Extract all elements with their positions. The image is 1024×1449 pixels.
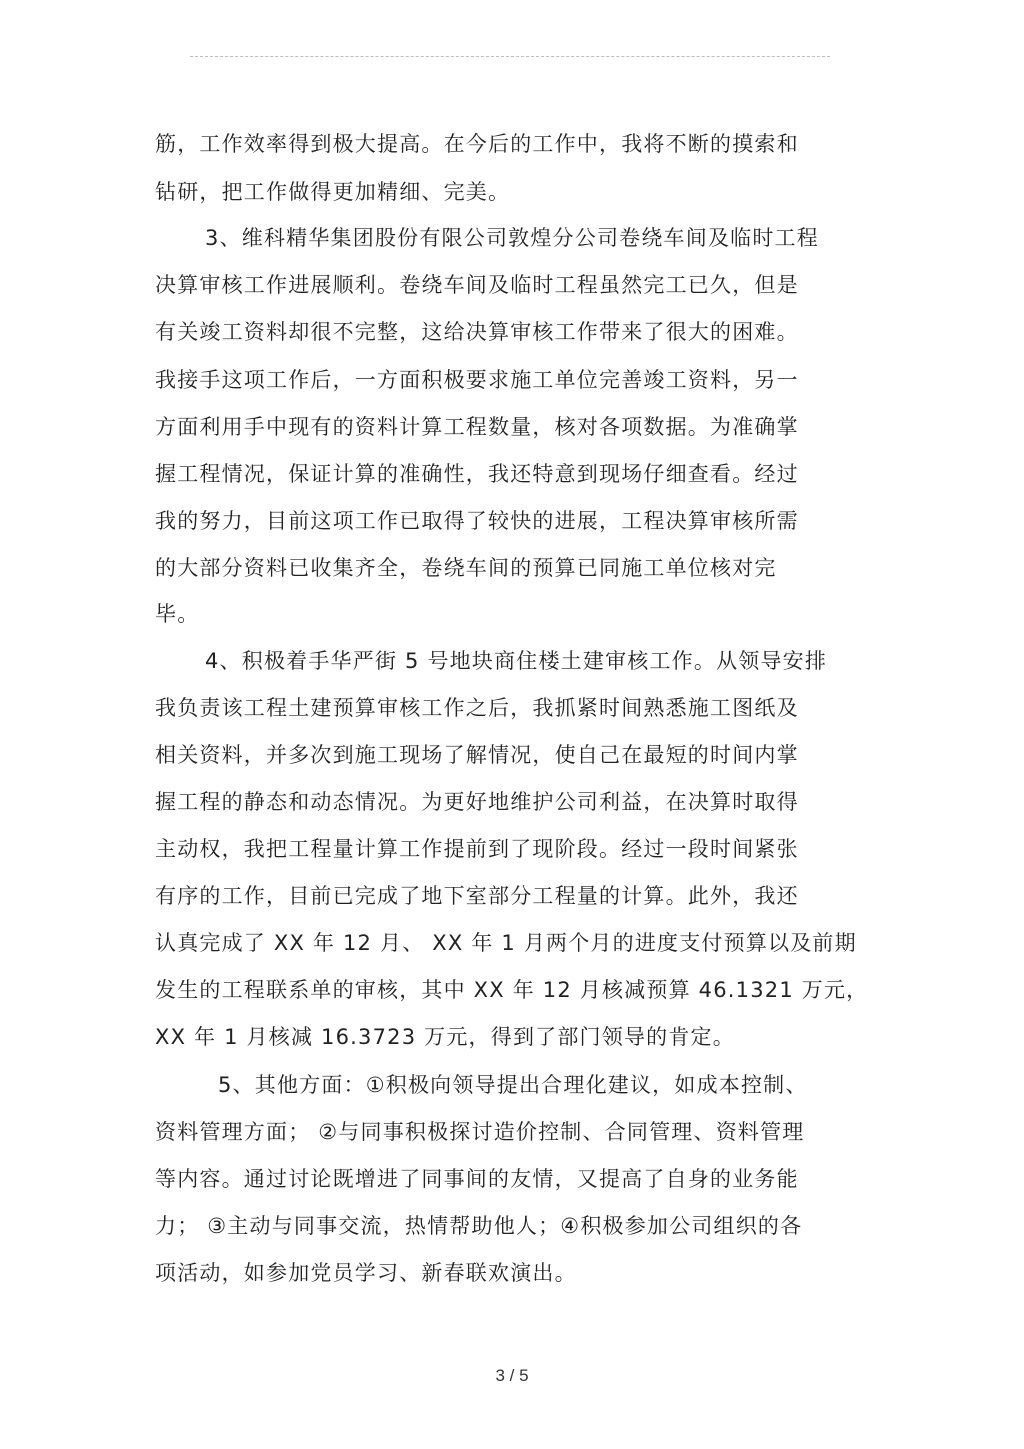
paragraph-2-line-9: 毕。: [155, 602, 200, 626]
paragraph-4-line-5: 项活动，如参加党员学习、新春联欢演出。: [155, 1261, 577, 1285]
paragraph-3-line-9: XX 年 1 月核减 16.3723 万元，得到了部门领导的肯定。: [155, 1025, 735, 1049]
paragraph-4-line-2: 资料管理方面； ②与同事积极探讨造价控制、合同管理、资料管理: [155, 1120, 805, 1144]
paragraph-2-line-3: 有关竣工资料却很不完整，这给决算审核工作带来了很大的困难。: [155, 320, 799, 344]
paragraph-1-line-1: 筋，工作效率得到极大提高。在今后的工作中，我将不断的摸索和: [155, 132, 799, 156]
paragraph-3-line-1: 4、积极着手华严街 5 号地块商住楼土建审核工作。从领导安排: [205, 649, 828, 673]
paragraph-3-line-5: 主动权，我把工程量计算工作提前到了现阶段。经过一段时间紧张: [155, 837, 799, 861]
paragraph-4-line-1: 5、其他方面：①积极向领导提出合理化建议，如成本控制、: [218, 1073, 808, 1097]
paragraph-2-line-2: 决算审核工作进展顺利。卷绕车间及临时工程虽然完工已久，但是: [155, 273, 799, 297]
paragraph-3-line-6: 有序的工作，目前已完成了地下室部分工程量的计算。此外，我还: [155, 884, 799, 908]
page-number: 3 / 5: [495, 1366, 529, 1385]
header-rule: [190, 56, 830, 57]
paragraph-3-line-3: 相关资料，并多次到施工现场了解情况，使自己在最短的时间内掌: [155, 743, 799, 767]
paragraph-2-line-6: 握工程情况，保证计算的准确性，我还特意到现场仔细查看。经过: [155, 462, 799, 486]
paragraph-3-line-7: 认真完成了 XX 年 12 月、 XX 年 1 月两个月的进度支付预算以及前期: [155, 931, 857, 955]
paragraph-2-line-4: 我接手这项工作后，一方面积极要求施工单位完善竣工资料，另一: [155, 368, 799, 392]
paragraph-2-line-7: 我的努力，目前这项工作已取得了较快的进展，工程决算审核所需: [155, 509, 799, 533]
paragraph-3-line-8: 发生的工程联系单的审核，其中 XX 年 12 月核减预算 46.1321 万元，: [155, 978, 869, 1002]
paragraph-2-line-8: 的大部分资料已收集齐全，卷绕车间的预算已同施工单位核对完: [155, 556, 777, 580]
paragraph-4-line-4: 力； ③主动与同事交流，热情帮助他人；④积极参加公司组织的各: [155, 1214, 803, 1238]
paragraph-3-line-4: 握工程的静态和动态情况。为更好地维护公司利益，在决算时取得: [155, 790, 799, 814]
paragraph-1-line-2: 钻研，把工作做得更加精细、完美。: [155, 180, 511, 204]
paragraph-4-line-3: 等内容。通过讨论既增进了同事间的友情，又提高了自身的业务能: [155, 1167, 799, 1191]
paragraph-3-line-2: 我负责该工程土建预算审核工作之后，我抓紧时间熟悉施工图纸及: [155, 696, 799, 720]
paragraph-2-line-1: 3、维科精华集团股份有限公司敦煌分公司卷绕车间及临时工程: [205, 226, 819, 250]
paragraph-2-line-5: 方面利用手中现有的资料计算工程数量，核对各项数据。为准确掌: [155, 415, 799, 439]
